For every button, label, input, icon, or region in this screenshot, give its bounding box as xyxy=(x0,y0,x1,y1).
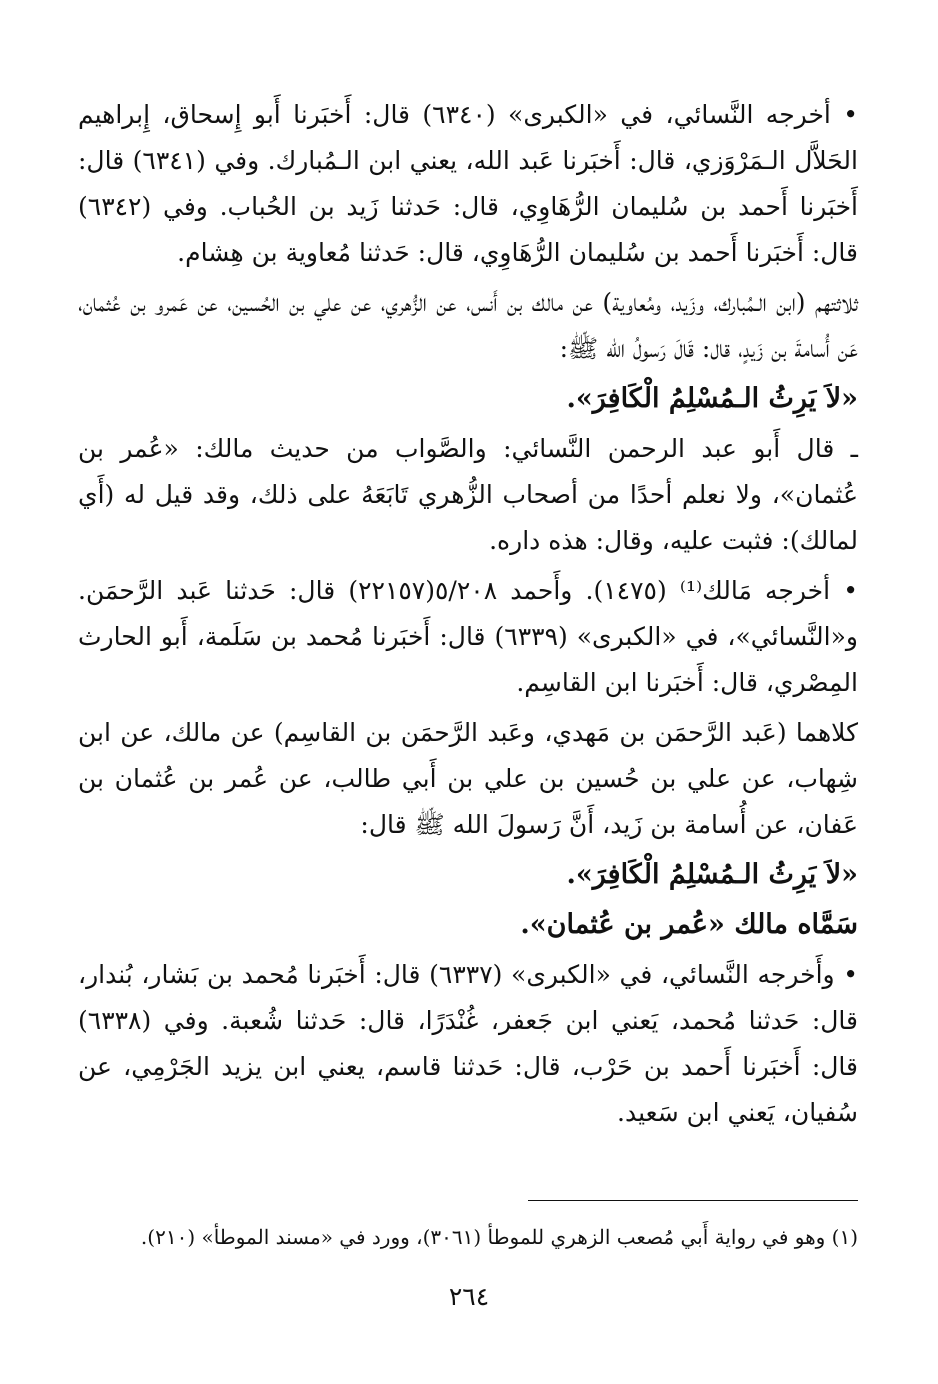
paragraph-5: • أخرجه مَالك⁽¹⁾ (١٤٧٥). وأَحمد ٥/٢٠٨(٢٢١٥٧) قال: حَدثنا عَبد الرَّحمَن. و«النَّسائي»، في «الكبرى» (٦٣٣٩) قال: أَخبَرنا مُحمد بن سَلَمة، أَبو الحارث المِصْري، قال: أَخبَرنا ابن القاسِم. xyxy=(78,576,858,697)
page-number: ٢٦٤ xyxy=(448,1282,490,1311)
naming-note: سَمَّاه مالك «عُمر بن عُثمان». xyxy=(520,909,858,940)
paragraph-1: • أخرجه النَّسائي، في «الكبرى» (٦٣٤٠) قال: أَخبَرنا أَبو إِسحاق، إِبراهيم الحَلاَّل الـمَرْوَزي، قال: أَخبَرنا عَبد الله، يعني ابن الـمُبارك. وفي (٦٣٤١) قال: أَخبَرنا أَحمد بن سُليمان الرُّهَاوِي، قال: حَدثنا زَيد بن الحُباب. وفي (٦٣٤٢) قال: أَخبَرنا أَحمد بن سُليمان الرُّهَاوِي، قال: حَدثنا مُعاوية بن هِشام. xyxy=(78,100,858,267)
footnote-divider xyxy=(528,1200,858,1201)
hadith-text-2: «لاَ يَرِثُ الـمُسْلِمُ الْكَافِرَ». xyxy=(566,859,858,890)
paragraph-2: ثلاثتهم (ابن الـمُبارك، وزَيد، ومُعاوية) عن مالك بن أَنس، عن الزُّهري، عن علي بن الحُسين، عن عَمرو بن عُثمان، عَن أُسامةَ بن زَيدٍ، قال: قَالَ رَسولُ الله ﷺ: xyxy=(78,288,858,363)
paragraph-9: • وأَخرجه النَّسائي، في «الكبرى» (٦٣٣٧) قال: أَخبَرنا مُحمد بن بَشار، بُندار، قال: حَدثنا مُحمد، يَعني ابن جَعفر، غُنْدَرًا، قال: حَدثنا شُعبة. وفي (٦٣٣٨) قال: أَخبَرنا أَحمد بن حَرْب، قال: حَدثنا قاسم، يعني ابن يزيد الجَرْمِي، عن سُفيان، يَعني ابن سَعيد. xyxy=(78,960,858,1127)
footnote: (١) وهو في رواية أَبي مُصعب الزهري للموطأ (٣٠٦١)، وورد في «مسند الموطأ» (٢١٠). xyxy=(140,1225,858,1249)
paragraph-4: ـ قال أَبو عبد الرحمن النَّسائي: والصَّواب من حديث مالك: «عُمر بن عُثمان»، ولا نعلم أحدًا من أصحاب الزُّهري تَابَعَهُ على ذلك، وقد قيل له (أَي لمالك): فثبت عليه، وقال: هذه داره. xyxy=(78,434,858,555)
paragraph-6: كلاهما (عَبد الرَّحمَن بن مَهدي، وعَبد الرَّحمَن بن القاسِم) عن مالك، عن ابن شِهاب، عن علي بن حُسين بن علي بن أَبي طالب، عن عُمر بن عُثمان بن عَفان، عن أُسامة بن زَيد، أَنَّ رَسولَ الله ﷺ قال: xyxy=(78,718,858,839)
hadith-text-1: «لاَ يَرِثُ الـمُسْلِمُ الْكَافِرَ». xyxy=(566,383,858,414)
page-body xyxy=(78,92,858,1140)
